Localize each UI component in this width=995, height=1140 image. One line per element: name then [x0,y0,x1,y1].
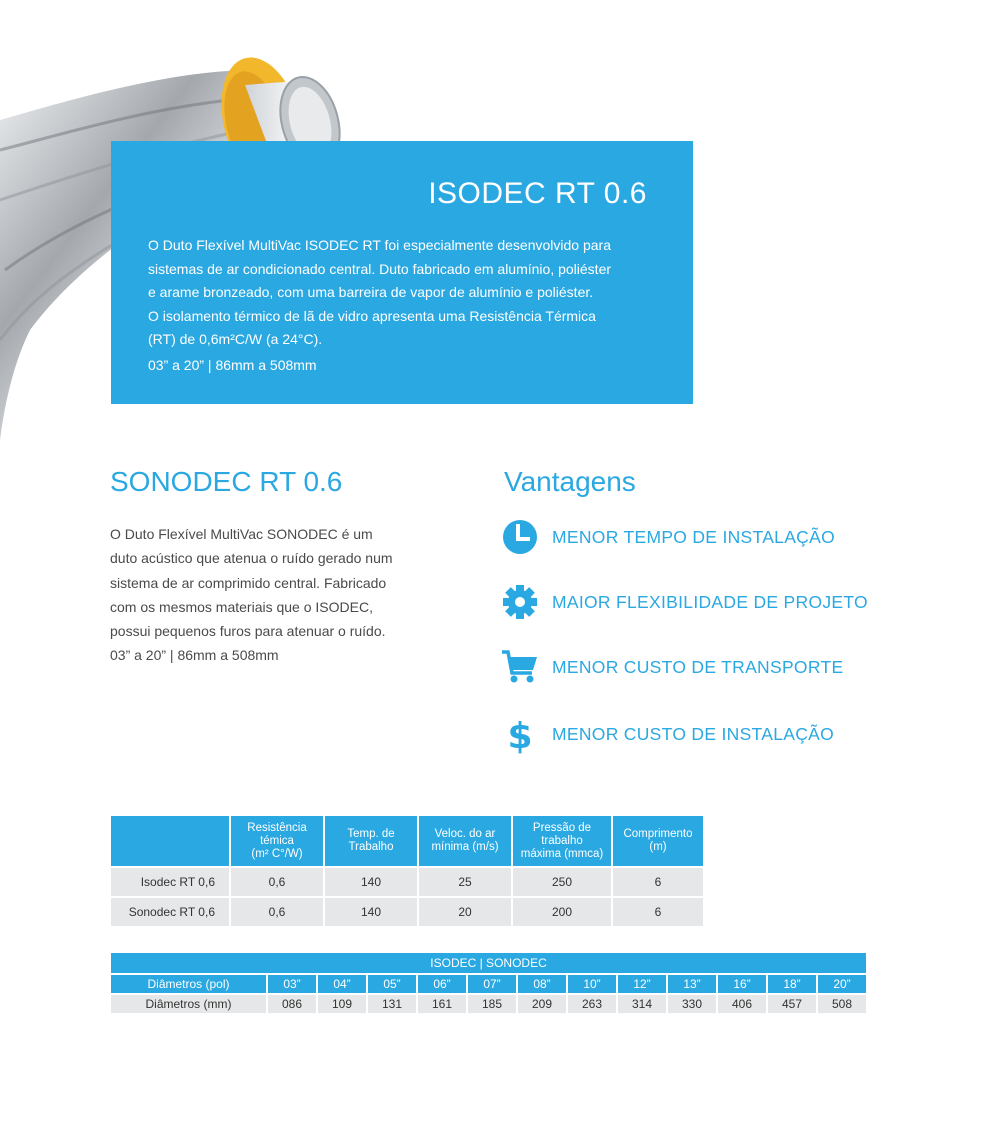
table-cell: 406 [718,995,766,1013]
specs-header-cell: Resistência témica (m² C°/W) [231,816,323,866]
table-cell: 07” [468,975,516,993]
clock-icon [500,517,540,557]
diameters-caption: ISODEC | SONODEC [111,953,866,973]
isodec-range: 03” a 20” | 86mm a 508mm [148,357,317,373]
sonodec-description [110,522,430,668]
svg-text:$: $ [507,716,533,754]
table-row [111,868,703,896]
table-cell: 20 [419,898,511,926]
table-cell: 508 [818,995,866,1013]
table-cell: 185 [468,995,516,1013]
table-cell: 18” [768,975,816,993]
table-cell: 109 [318,995,366,1013]
specs-header-cell: Veloc. do ar mínima (m/s) [419,816,511,866]
sonodec-desc-line: duto acústico que atenua o ruído gerado num [110,550,393,567]
table-row [111,898,703,926]
table-cell: 25 [419,868,511,896]
diameters-mm-label: Diâmetros (mm) [111,995,266,1013]
isodec-desc-line: e arame bronzeado, com uma barreira de vapor de alumínio e poliéster. [148,284,594,300]
sonodec-desc-line: com os mesmos materiais que o ISODEC, [110,598,373,615]
isodec-desc-line: sistemas de ar condicionado central. Duto fabricado em alumínio, poliéster [148,260,612,277]
table-cell: 12” [618,975,666,993]
table-cell: 200 [513,898,611,926]
table-cell: 03” [268,975,316,993]
diameters-caption-row [111,953,866,973]
table-cell: 131 [368,995,416,1013]
isodec-title: ISODEC RT 0.6 [428,177,647,210]
table-cell: 08” [518,975,566,993]
diameters-pol-label: Diâmetros (pol) [111,975,266,993]
vantagem-label: MENOR CUSTO DE INSTALAÇÃO [552,723,835,744]
table-cell: 140 [325,898,417,926]
table-cell: 04” [318,975,366,993]
table-cell: 20” [818,975,866,993]
table-cell: 16” [718,975,766,993]
table-cell: 05” [368,975,416,993]
specs-header-cell [111,816,229,866]
table-cell: 13” [668,975,716,993]
table-cell: 086 [268,995,316,1013]
specs-table [109,814,705,928]
specs-header-cell: Temp. de Trabalho [325,816,417,866]
vantagem-item [500,714,834,754]
table-cell: 209 [518,995,566,1013]
table-cell: 457 [768,995,816,1013]
sonodec-desc-line: 03” a 20” | 86mm a 508mm [110,647,279,664]
vantagem-label: MENOR TEMPO DE INSTALAÇÃO [552,526,836,547]
sonodec-desc-line: sistema de ar comprimido central. Fabricado [110,574,387,591]
table-cell: Sonodec RT 0,6 [111,898,229,926]
vantagem-label: MAIOR FLEXIBILIDADE DE PROJETO [552,591,868,612]
gear-icon [500,582,540,622]
dollar-icon [500,714,540,754]
diameters-table [109,951,868,1015]
diameters-pol-row [111,975,866,993]
table-cell: 161 [418,995,466,1013]
isodec-desc-line: (RT) de 0,6m²C/W (a 24°C). [148,331,323,347]
table-cell: Isodec RT 0,6 [111,868,229,896]
table-cell: 0,6 [231,868,323,896]
table-cell: 6 [613,898,703,926]
isodec-description [148,234,668,352]
specs-header-cell: Comprimento (m) [613,816,703,866]
cart-icon [500,647,540,687]
vantagem-item [500,647,843,687]
isodec-panel [111,141,693,404]
table-cell: 330 [668,995,716,1013]
sonodec-desc-line: possui pequenos furos para atenuar o ruído. [110,623,386,640]
specs-header-cell: Pressão de trabalho máxima (mmca) [513,816,611,866]
table-cell: 263 [568,995,616,1013]
isodec-desc-line: O Duto Flexível MultiVac ISODEC RT foi especialmente desenvolvido para [148,237,611,253]
table-cell: 250 [513,868,611,896]
table-cell: 06” [418,975,466,993]
vantagem-item [500,582,868,622]
table-cell: 6 [613,868,703,896]
table-cell: 10” [568,975,616,993]
vantagens-title: Vantagens [504,466,636,497]
vantagem-label: MENOR CUSTO DE TRANSPORTE [552,656,844,677]
diameters-mm-row [111,995,866,1013]
sonodec-title: SONODEC RT 0.6 [110,466,343,497]
sonodec-desc-line: O Duto Flexível MultiVac SONODEC é um [110,526,373,542]
vantagem-item [500,517,835,557]
table-cell: 140 [325,868,417,896]
table-cell: 0,6 [231,898,323,926]
specs-header-row [111,816,703,866]
table-cell: 314 [618,995,666,1013]
isodec-desc-line: O isolamento térmico de lã de vidro apresenta uma Resistência Térmica [148,307,596,324]
